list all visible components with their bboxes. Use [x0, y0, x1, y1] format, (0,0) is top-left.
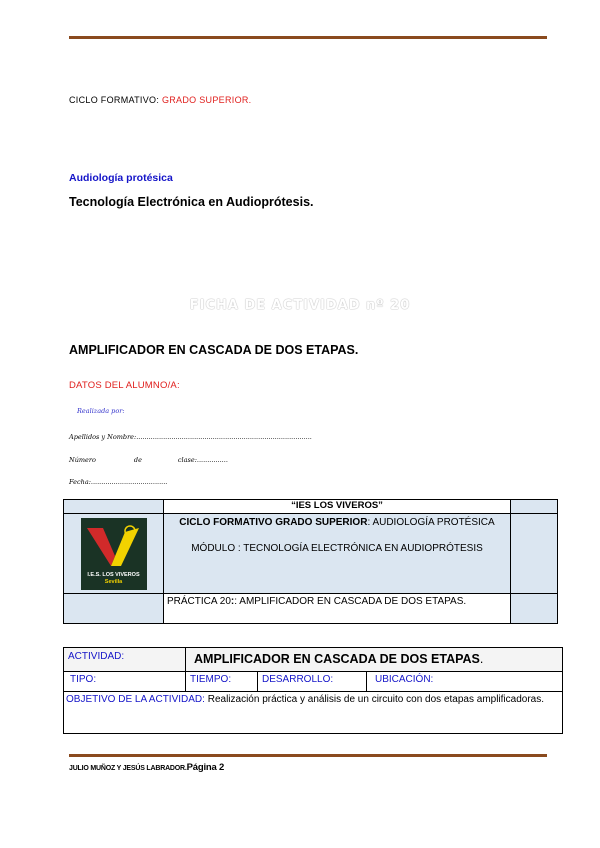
practica-rest: : AMPLIFICADOR EN CASCADA DE DOS ETAPAS. — [234, 596, 467, 607]
bottom-rule — [69, 754, 547, 757]
school-logo — [81, 518, 147, 590]
ciclo-modulo-cell — [164, 514, 511, 594]
footer-page: Página 2 — [186, 762, 225, 773]
footer — [69, 762, 224, 773]
course-title: Tecnología Electrónica en Audioprótesis. — [69, 195, 314, 209]
activity-table — [63, 647, 563, 734]
realizada-field: Realizada por: — [77, 407, 125, 415]
actividad-value: AMPLIFICADOR EN CASCADA DE DOS ETAPAS — [194, 652, 480, 666]
top-rule — [69, 36, 547, 39]
school-table — [63, 499, 558, 624]
practica-cell: PRÁCTICA 20:: AMPLIFICADOR EN CASCADA DE DOS ETAPAS. — [164, 594, 511, 624]
school-table-corner-right — [511, 500, 558, 514]
viveros-v-icon — [81, 522, 147, 570]
apellidos-field: Apellidos y Nombre:..................................................................................... — [69, 433, 312, 441]
logo-line2: Sevilla — [104, 579, 123, 585]
ciclo-grado-rest: : AUDIOLOGÍA PROTÉSICA — [367, 517, 495, 528]
desarrollo-cell: DESARROLLO: — [258, 672, 367, 692]
logo-text — [81, 572, 147, 586]
datos-label: DATOS DEL ALUMNO/A: — [69, 380, 180, 391]
ciclo-value: GRADO SUPERIOR. — [161, 95, 252, 105]
objetivo-text: Realización práctica y análisis de un circuito con dos etapas amplificadoras. — [207, 694, 545, 705]
practica-left-cell — [64, 594, 164, 624]
practica-right-cell — [511, 594, 558, 624]
footer-authors: JULIO MUÑOZ Y JESÚS LABRADOR. — [69, 765, 187, 772]
clase-label: clase:............... — [177, 456, 228, 464]
subject-title: Audiología protésica — [69, 172, 173, 184]
ciclo-formativo — [69, 95, 251, 105]
logo-line1: I.E.S. LOS VIVEROS — [87, 572, 140, 578]
actividad-value-cell: AMPLIFICADOR EN CASCADA DE DOS ETAPAS. — [186, 648, 563, 672]
objetivo-label: OBJETIVO DE LA ACTIVIDAD: — [66, 694, 205, 705]
tipo-cell: TIPO: — [64, 672, 186, 692]
activity-title: AMPLIFICADOR EN CASCADA DE DOS ETAPAS. — [69, 343, 359, 357]
ubicacion-cell: UBICACIÓN: — [367, 672, 563, 692]
school-table-right-cell — [511, 514, 558, 594]
modulo-line: MÓDULO : TECNOLOGÍA ELECTRÓNICA EN AUDIOPRÓTESIS — [191, 543, 483, 554]
fecha-field: Fecha:..................................... — [69, 478, 168, 486]
ciclo-grado-line — [167, 517, 507, 529]
ciclo-label: CICLO FORMATIVO: — [69, 95, 160, 105]
numero-field — [69, 456, 228, 464]
objetivo-cell — [64, 692, 563, 734]
ficha-title: FICHA DE ACTIVIDAD nº 20 — [189, 298, 411, 313]
school-name: “IES LOS VIVEROS” — [164, 500, 511, 514]
school-table-corner — [64, 500, 164, 514]
practica-label: PRÁCTICA 20 — [167, 596, 231, 607]
ciclo-grado-bold: CICLO FORMATIVO GRADO SUPERIOR — [179, 517, 368, 528]
numero-label: Número — [69, 456, 96, 464]
tiempo-cell: TIEMPO: — [186, 672, 258, 692]
actividad-label: ACTIVIDAD: — [64, 648, 186, 672]
logo-cell — [64, 514, 164, 594]
de-label: de — [133, 456, 142, 464]
